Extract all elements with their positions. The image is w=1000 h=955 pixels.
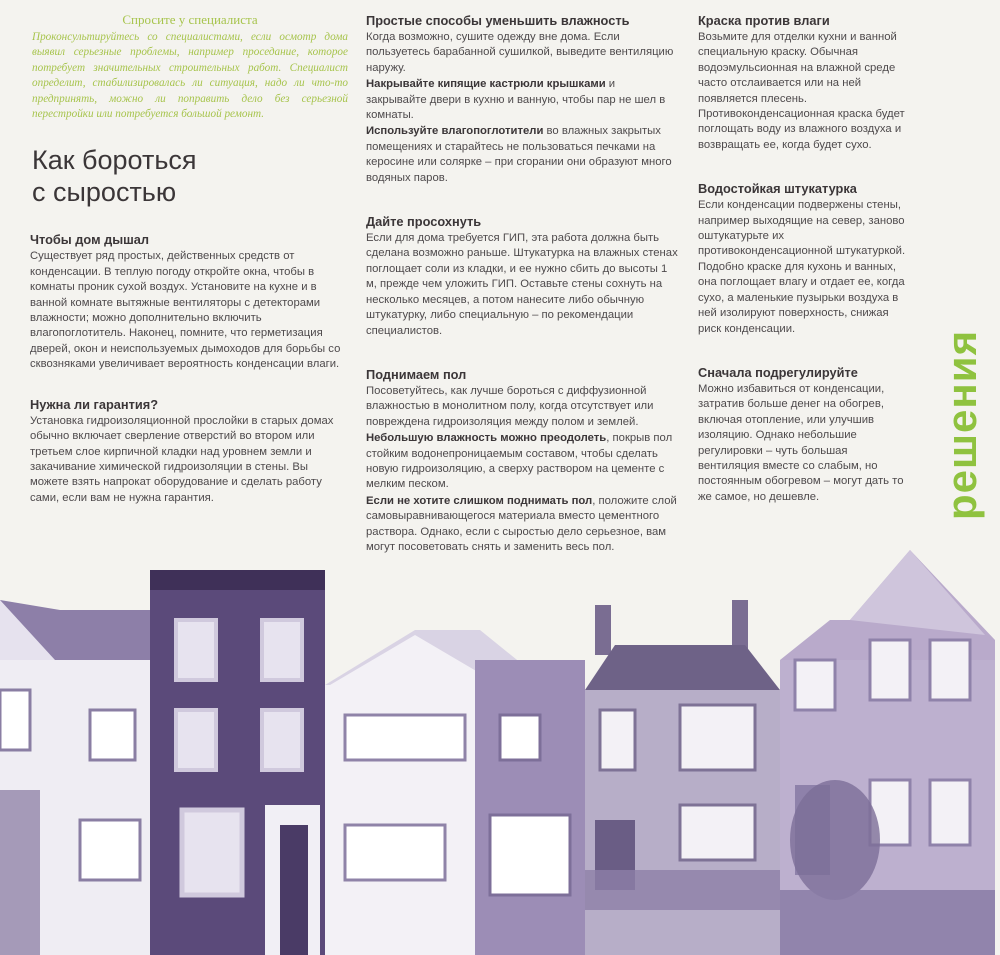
tip-title: Спросите у специалиста — [122, 12, 258, 27]
house-illustration — [0, 600, 150, 955]
side-label — [930, 320, 994, 530]
section-text: Если для дома требуется ГИП, эта работа должна быть сделана возможно раньше. Штукатурка на влажных стенах поглощает соли из кладки, и ее нужно сбить до высоты 1 м, прежде чем уложить ГИП. Оставьте стены сохнуть на несколько месяцев, а потом нанесите либо обычную штукатурку, либо специальную – по рекомендации специалистов. — [366, 232, 678, 337]
bold-lead: Небольшую влажность можно преодолеть — [366, 432, 607, 445]
section-heading: Сначала подрегулируйте — [698, 364, 858, 380]
house-illustration — [325, 630, 585, 955]
section-raise-floor — [366, 367, 678, 555]
left-column — [30, 0, 348, 506]
bold-lead: Используйте влагопоглотители — [366, 125, 544, 138]
section-heading: Водостойкая штукатурка — [698, 181, 857, 197]
bold-lead: Если не хотите слишком поднимать пол — [366, 494, 593, 507]
section-text — [366, 77, 678, 123]
section-text: Можно избавиться от конденсации, затратив больше денег на обогрев, включая отопление, или улучшив изоляцию. Однако небольшие регулировки – чуть большая вентиляция вместе со слабым, но постоянным обогревом – могут дать то же самое, но дешевле. — [698, 382, 904, 503]
section-text: Существует ряд простых, действенных средств от конденсации. В теплую погоду откройте окна, чтобы в комнаты проник сухой воздух. Установите на кухне и в ванной комнате вытяжные вентиляторы с детекторами влажности; можно дополнительно включить влагопоглотитель. Наконец, помните, что герметизация дверей, окон и неиспользуемых дымоходов для борьбы со сквозняками увеличивает вероятность конденсации влаги. — [30, 250, 341, 371]
section-text: Возьмите для отделки кухни и ванной специальную краску. Обычная водоэмульсионная на влажной среде часто отслаивается или на ней появляется плесень. Противоконденсационная краска будет поглощать воду из влажного воздуха и возвращать ее, когда будет сухо. — [698, 31, 905, 151]
text-run: и закрывайте двери в кухню и ванную, чтобы пар не шел в комнаты. — [366, 78, 666, 122]
section-text: Если конденсации подвержены стены, например выходящие на север, заново оштукатурьте их противоконденсационной штукатуркой. Подобно краске для кухонь и ванных, она поглощает влагу и отдает ее, когда сухо, а маленькие пузырьки воздуха в ней изолируют поверхность, снижая риск конденсации. — [698, 199, 906, 335]
section-reduce-humidity — [366, 13, 678, 186]
house-illustration — [780, 550, 995, 955]
section-heading: Простые способы уменьшить влажность — [366, 13, 630, 28]
middle-column — [366, 0, 678, 555]
section-heading: Поднимаем пол — [366, 366, 467, 382]
section-heading: Нужна ли гарантия? — [30, 396, 159, 412]
section-paint — [698, 13, 910, 153]
side-label-text: решения — [938, 329, 985, 521]
section-text — [366, 431, 678, 493]
right-column — [698, 0, 910, 505]
section-breathing — [30, 232, 348, 372]
section-heading: Чтобы дом дышал — [30, 232, 150, 248]
houses-photo — [0, 540, 1000, 955]
section-dry-out — [366, 214, 678, 339]
specialist-tip — [32, 12, 348, 122]
section-text: Когда возможно, сушите одежду вне дома. Если пользуетесь барабанной сушилкой, выведите вентиляцию наружу. — [366, 31, 674, 74]
section-heading: Дайте просохнуть — [366, 214, 482, 230]
section-guarantee — [30, 397, 348, 506]
house-illustration — [585, 600, 780, 955]
section-plaster — [698, 181, 910, 337]
bold-lead: Накрывайте кипящие кастрюли крышками — [366, 78, 606, 91]
title-line-2: с сыростью — [32, 177, 177, 208]
title-line-1: Как бороться — [32, 145, 197, 176]
section-text: Посоветуйтесь, как лучше бороться с диффузионной влажностью в монолитном полу, когда отсутствует или повреждена гидроизоляция между полом и землей. — [366, 384, 654, 428]
text-run: , положите слой самовыравнивающегося материала вместо цементного раствора. Однако, если с сыростью дело серьезное, вам могут посоветовать снять и заменить весь пол. — [366, 494, 677, 553]
tip-text: Проконсультируйтесь со специалистами, если осмотр дома выявил серьезные проблемы, например проседание, которое потребует значительных строительных работ. Специалист определит, стабилизировалась ли ситуация, надо ли что-то предпринять, можно ли поправить дело без серьезной перестройки или потребуется большой ремонт. — [32, 31, 348, 121]
text-run: , покрыв пол стойким водонепроницаемым составом, чтобы сделать новую гидроизоляцию, а сверху раствором на цементе с мелким песком. — [366, 432, 673, 491]
text-run: во влажных закрытых помещениях и старайтесь не пользоваться печками на керосине или солярке – при сгорании они образуют много водяных паров. — [366, 125, 672, 184]
section-text — [366, 124, 678, 186]
page-title — [32, 144, 348, 208]
section-heading: Краска против влаги — [698, 13, 830, 28]
section-text: Установка гидроизоляционной прослойки в старых домах обычно включает сверление отверстий во втором или третьем слое кирпичной кладки над уровнем земли и закачивание химической гидроизоляции в стены. Вы можете взять напрокат оборудование и сделать работу сами, если вам не нужна гарантия. — [30, 414, 334, 504]
section-adjust — [698, 365, 910, 505]
house-illustration — [150, 570, 325, 955]
